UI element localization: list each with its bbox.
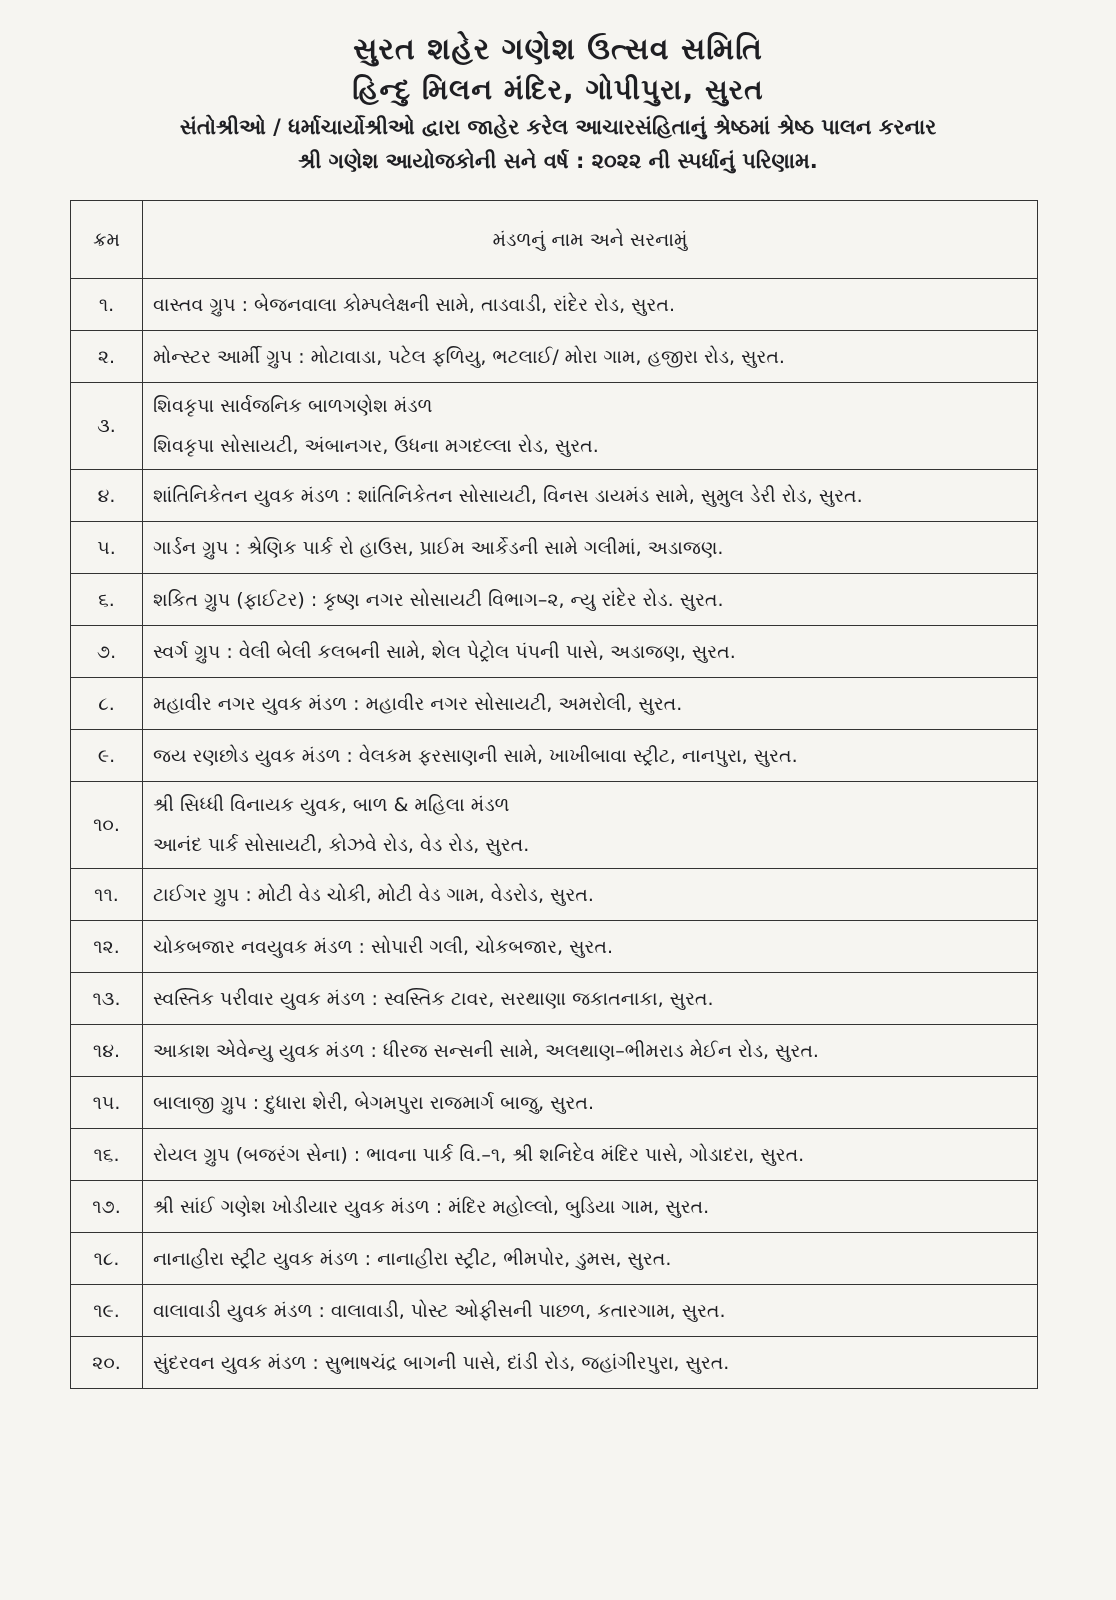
row-text xyxy=(143,782,1038,869)
row-text-address: આનંદ પાર્ક સોસાયટી, કોઝવે રોડ, વેડ રોડ, સુરત. xyxy=(153,834,530,856)
row-number: ૯. xyxy=(71,730,143,782)
row-text: રોયલ ગ્રુપ (બજરંગ સેના) : ભાવના પાર્ક વિ.–૧, શ્રી શનિદેવ મંદિર પાસે, ગોડાદરા, સુરત. xyxy=(143,1129,1038,1181)
committee-title: સુરત શહેર ગણેશ ઉત્સવ સમિતિ xyxy=(353,32,763,67)
table-row xyxy=(71,470,1038,522)
result-title: શ્રી ગણેશ આયોજકોની સને વર્ષ : ૨૦૨૨ ની સ્પર્ધાનું પરિણામ. xyxy=(298,149,818,173)
row-number: ૧. xyxy=(71,279,143,331)
row-number: ૧૩. xyxy=(71,973,143,1025)
row-text: સ્વસ્તિક પરીવાર યુવક મંડળ : સ્વસ્તિક ટાવર, સરથાણા જકાતનાકા, સુરત. xyxy=(143,973,1038,1025)
row-text: વાસ્તવ ગ્રુપ : બેજનવાલા કોમ્પલેક્ષની સામે, તાડવાડી, રાંદેર રોડ, સુરત. xyxy=(143,279,1038,331)
table-row xyxy=(71,1025,1038,1077)
table-row xyxy=(71,782,1038,869)
row-text: બાલાજી ગ્રુપ : દુધારા શેરી, બેગમપુરા રાજમાર્ગ બાજુ, સુરત. xyxy=(143,1077,1038,1129)
row-number: ૧૨. xyxy=(71,921,143,973)
row-text: વાલાવાડી યુવક મંડળ : વાલાવાડી, પોસ્ટ ઓફીસની પાછળ, કતારગામ, સુરત. xyxy=(143,1285,1038,1337)
document-header xyxy=(0,30,1116,178)
row-text-name: શ્રી સિધ્ધી વિનાયક યુવક, બાળ & મહિલા મંડળ xyxy=(153,794,510,816)
table-row xyxy=(71,1129,1038,1181)
row-number: ૨. xyxy=(71,331,143,383)
row-text: આકાશ એવેન્યુ યુવક મંડળ : ધીરજ સન્સની સામે, અલથાણ–ભીમરાડ મેઈન રોડ, સુરત. xyxy=(143,1025,1038,1077)
table-row xyxy=(71,1077,1038,1129)
row-text: શાંતિનિકેતન યુવક મંડળ : શાંતિનિકેતન સોસાયટી, વિનસ ડાયમંડ સામે, સુમુલ ડેરી રોડ, સુરત. xyxy=(143,470,1038,522)
row-number: ૧૭. xyxy=(71,1181,143,1233)
table-header-row xyxy=(71,201,1038,279)
row-text-name: શિવકૃપા સાર્વજનિક બાળગણેશ મંડળ xyxy=(153,395,433,417)
table-row xyxy=(71,1181,1038,1233)
row-number: ૧૦. xyxy=(71,782,143,869)
row-text: સુંદરવન યુવક મંડળ : સુભાષચંદ્ર બાગની પાસે, દાંડી રોડ, જહાંગીરપુરા, સુરત. xyxy=(143,1337,1038,1389)
table-row xyxy=(71,921,1038,973)
table-row xyxy=(71,973,1038,1025)
row-number: ૧૮. xyxy=(71,1233,143,1285)
row-number: ૧૬. xyxy=(71,1129,143,1181)
row-number: ૧૯. xyxy=(71,1285,143,1337)
table-row xyxy=(71,1285,1038,1337)
table-row xyxy=(71,574,1038,626)
table-row xyxy=(71,1337,1038,1389)
row-number: ૮. xyxy=(71,678,143,730)
row-number: ૪. xyxy=(71,470,143,522)
venue-line: હિન્દુ મિલન મંદિર, ગોપીપુરા, સુરત xyxy=(352,73,764,106)
table-row xyxy=(71,678,1038,730)
row-number: ૧૧. xyxy=(71,869,143,921)
row-text: જય રણછોડ યુવક મંડળ : વેલકમ ફરસાણની સામે, ખાખીબાવા સ્ટ્રીટ, નાનપુરા, સુરત. xyxy=(143,730,1038,782)
row-number: ૬. xyxy=(71,574,143,626)
row-number: ૧૫. xyxy=(71,1077,143,1129)
table-row xyxy=(71,279,1038,331)
row-text: મોન્સ્ટર આર્મી ગ્રુપ : મોટાવાડા, પટેલ ફળિયુ, ભટલાઈ/ મોરા ગામ, હજીરા રોડ, સુરત. xyxy=(143,331,1038,383)
row-text: મહાવીર નગર યુવક મંડળ : મહાવીર નગર સોસાયટી, અમરોલી, સુરત. xyxy=(143,678,1038,730)
results-table xyxy=(70,200,1038,1389)
table-row xyxy=(71,522,1038,574)
table-row xyxy=(71,869,1038,921)
table-row xyxy=(71,331,1038,383)
row-number: ૩. xyxy=(71,383,143,470)
row-text: ગાર્ડન ગ્રુપ : શ્રેણિક પાર્ક રો હાઉસ, પ્રાઈમ આર્કેડની સામે ગલીમાં, અડાજણ. xyxy=(143,522,1038,574)
row-text-address: શિવકૃપા સોસાયટી, અંબાનગર, ઉધના મગદલ્લા રોડ, સુરત. xyxy=(153,435,599,457)
row-number: ૫. xyxy=(71,522,143,574)
row-number: ૨૦. xyxy=(71,1337,143,1389)
row-text: શ્રી સાંઈ ગણેશ ખોડીયાર યુવક મંડળ : મંદિર મહોલ્લો, બુડિયા ગામ, સુરત. xyxy=(143,1181,1038,1233)
column-header-name: મંડળનું નામ અને સરનામું xyxy=(143,201,1038,279)
row-number: ૭. xyxy=(71,626,143,678)
table-row xyxy=(71,383,1038,470)
table-row xyxy=(71,1233,1038,1285)
row-text: નાનાહીરા સ્ટ્રીટ યુવક મંડળ : નાનાહીરા સ્ટ્રીટ, ભીમપોર, ડુમસ, સુરત. xyxy=(143,1233,1038,1285)
row-text xyxy=(143,383,1038,470)
column-header-number: ક્રમ xyxy=(71,201,143,279)
row-text: શકિત ગ્રુપ (ફાઈટર) : કૃષ્ણ નગર સોસાયટી વિભાગ–૨, ન્યુ રાંદેર રોડ. સુરત. xyxy=(143,574,1038,626)
row-text: સ્વર્ગ ગ્રુપ : વેલી બેલી કલબની સામે, શેલ પેટ્રોલ પંપની પાસે, અડાજણ, સુરત. xyxy=(143,626,1038,678)
table-row xyxy=(71,626,1038,678)
table-row xyxy=(71,730,1038,782)
row-number: ૧૪. xyxy=(71,1025,143,1077)
row-text: ચોકબજાર નવયુવક મંડળ : સોપારી ગલી, ચોકબજાર, સુરત. xyxy=(143,921,1038,973)
row-text: ટાઈગર ગ્રુપ : મોટી વેડ ચોકી, મોટી વેડ ગામ, વેડરોડ, સુરત. xyxy=(143,869,1038,921)
description-line: સંતોશ્રીઓ / ધર્માચાર્યોશ્રીઓ દ્વારા જાહેર કરેલ આચારસંહિતાનું શ્રેષ્ઠમાં શ્રેષ્ઠ પાલન કરનાર xyxy=(179,115,937,139)
